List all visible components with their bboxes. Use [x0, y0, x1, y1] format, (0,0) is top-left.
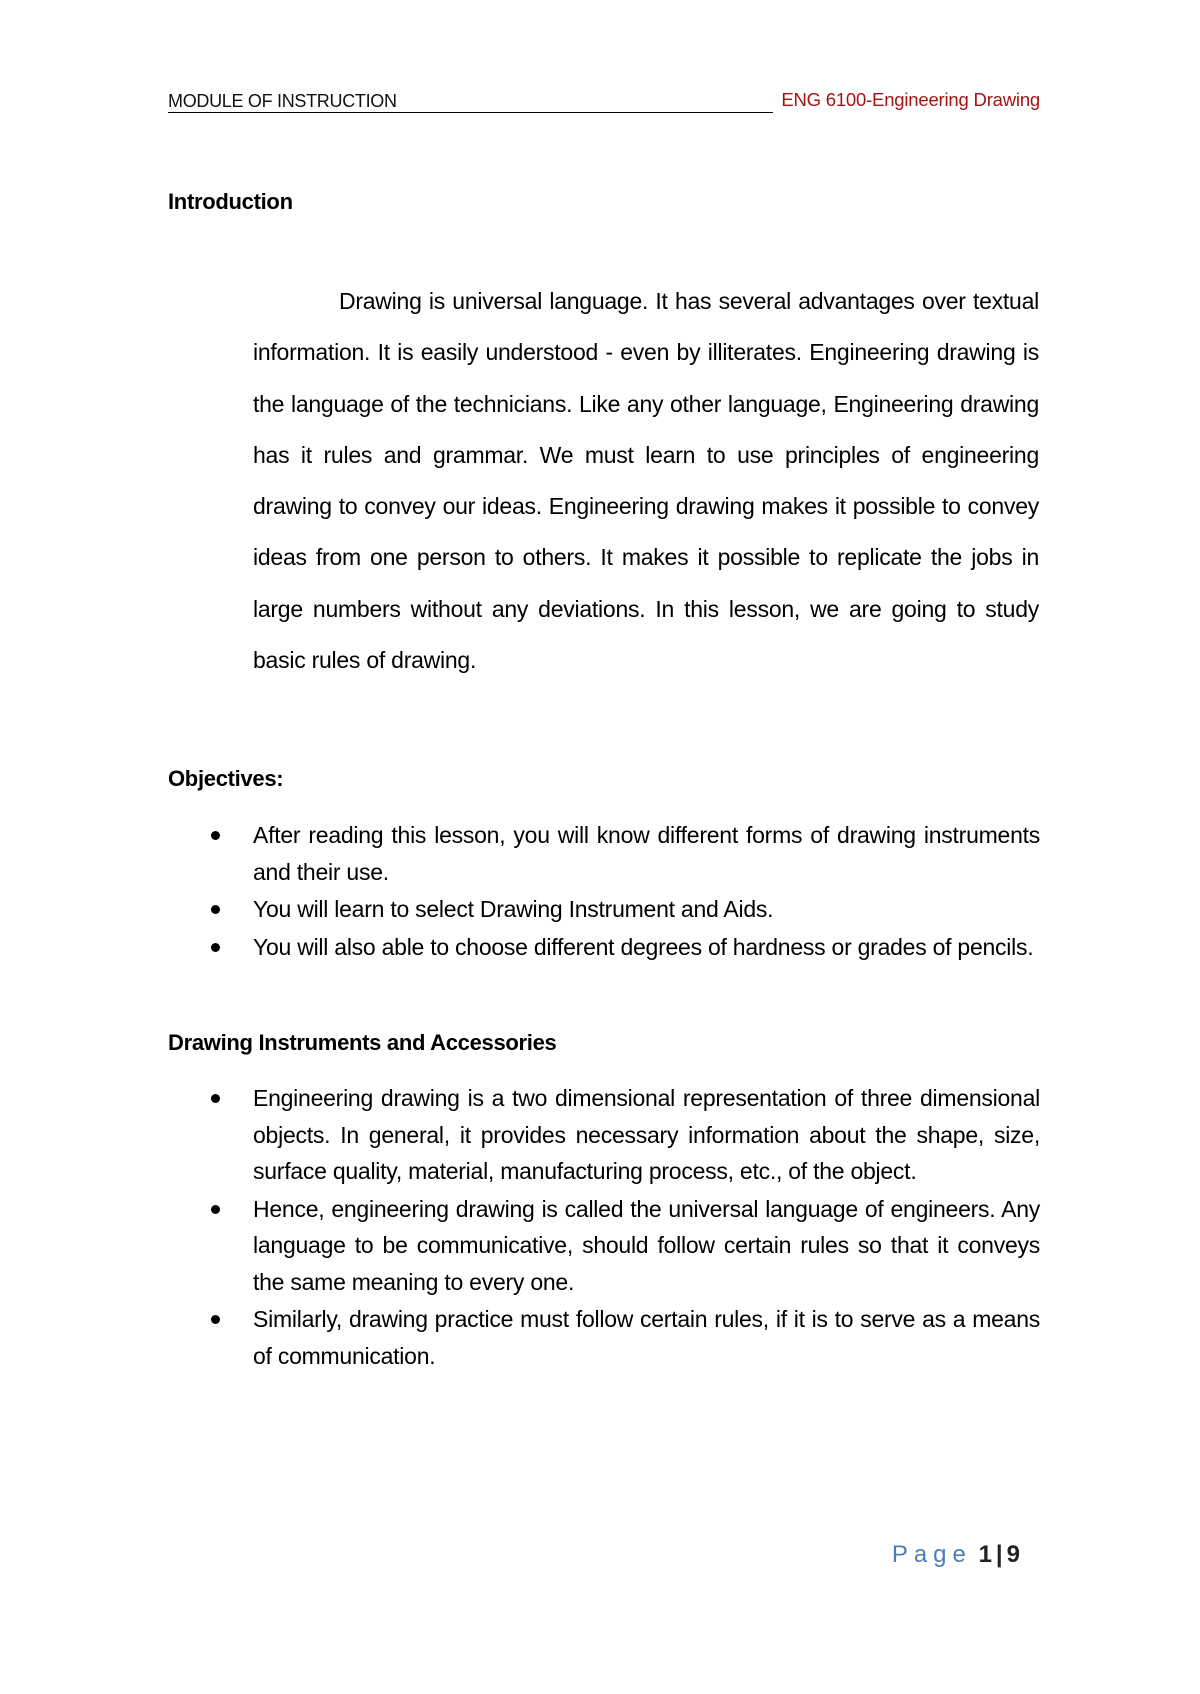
course-title-wrap	[773, 89, 1040, 115]
introduction-paragraph: Drawing is universal language. It has several advantages over textual information. It is easily understood - even by illiterates. Engineering drawing is the language of the technicians. Like any other language, Engineering drawing has it rules and grammar. We must learn to use principles of engineering drawing to convey our ideas. Engineering drawing makes it possible to convey ideas from one person to others. It makes it possible to replicate the jobs in large numbers without any deviations. In this lesson, we are going to study basic rules of drawing.	[253, 288, 1039, 674]
page-separator: |	[995, 1541, 1003, 1568]
objectives-list	[208, 817, 1040, 965]
page-footer	[0, 1540, 1020, 1570]
bullet-icon	[211, 1094, 220, 1103]
course-title: ENG 6100-Engineering Drawing	[781, 89, 1040, 110]
introduction-heading: Introduction	[168, 189, 293, 214]
list-item	[208, 817, 1040, 890]
page-total: 9	[1006, 1541, 1020, 1568]
list-item-text: Engineering drawing is a two dimensional representation of three dimensional objects. In general, it provides necessary information about the shape, size, surface quality, material, manufacturing process, etc., of the object.	[253, 1085, 1040, 1184]
instruments-heading: Drawing Instruments and Accessories	[168, 1030, 557, 1055]
list-item-text: You will also able to choose different degrees of hardness or grades of pencils.	[253, 933, 1034, 960]
list-item-text: Hence, engineering drawing is called the universal language of engineers. Any language to be communicative, should follow certain rules so that it conveys the same meaning to every one.	[253, 1195, 1040, 1295]
list-item	[208, 1191, 1040, 1301]
bullet-icon	[211, 1205, 220, 1214]
page-header	[168, 86, 1040, 113]
page-label: Page	[891, 1541, 972, 1568]
list-item	[208, 1301, 1040, 1374]
bullet-icon	[211, 1315, 220, 1324]
list-item	[208, 929, 1040, 966]
bullet-icon	[211, 905, 220, 914]
page-number: 1	[978, 1541, 992, 1568]
list-item-text: After reading this lesson, you will know different forms of drawing instruments and their use.	[253, 822, 1040, 885]
bullet-icon	[211, 943, 220, 952]
bullet-icon	[211, 831, 220, 840]
list-item-text: Similarly, drawing practice must follow certain rules, if it is to serve as a means of communication.	[253, 1306, 1040, 1369]
instruments-list	[208, 1080, 1040, 1374]
list-item	[208, 1080, 1040, 1190]
module-title: MODULE OF INSTRUCTION	[168, 91, 397, 111]
list-item-text: You will learn to select Drawing Instrument and Aids.	[253, 896, 774, 922]
list-item	[208, 891, 1040, 928]
objectives-heading: Objectives:	[168, 766, 284, 791]
